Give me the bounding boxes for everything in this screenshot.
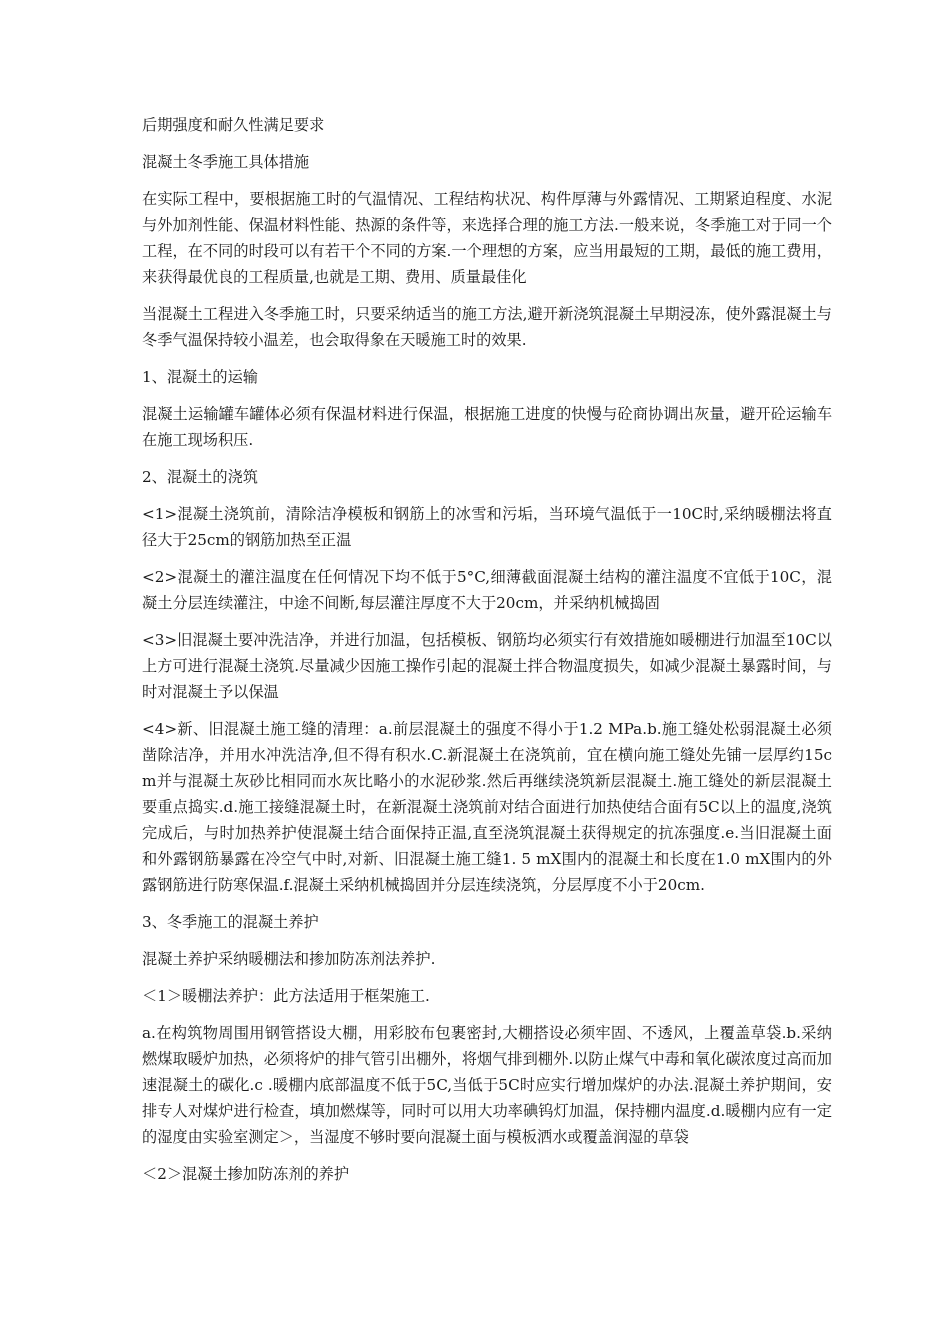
paragraph: <2>混凝土的灌注温度在任何情况下均不低于5°C,细薄截面混凝土结构的灌注温度不宜低于10C，混凝土分层连续灌注，中途不间断,每层灌注厚度不大于20cm，并采纳机械捣固: [142, 568, 832, 612]
paragraph: <3>旧混凝土要冲洗洁净，并进行加温，包括模板、钢筋均必须实行有效措施如暖棚进行加温至10C以上方可进行混凝土浇筑.尽量减少因施工操作引起的混凝土拌合物温度损失，如减少混凝土暴露时间，与时对混凝土予以保温: [142, 631, 832, 701]
subsection-heading: ＜1＞暖棚法养护：此方法适用于框架施工.: [142, 987, 430, 1005]
paragraph: 当混凝土工程进入冬季施工时，只要采纳适当的施工方法,避开新浇筑混凝土早期浸冻，使外露混凝土与冬季气温保持较小温差，也会取得象在天暖施工时的效果.: [142, 305, 832, 349]
paragraph: 混凝土养护采纳暖棚法和掺加防冻剂法养护.: [142, 950, 436, 968]
paragraph: 在实际工程中，要根据施工时的气温情况、工程结构状况、构件厚薄与外露情况、工期紧迫程度、水泥与外加剂性能、保温材料性能、热源的条件等，来选择合理的施工方法.一般来说，冬季施工对于同一个工程，在不同的时段可以有若干个不同的方案.一个理想的方案，应当用最短的工期，最低的施工费用，来获得最优良的工程质量,也就是工期、费用、质量最佳化: [142, 190, 832, 286]
subsection-heading: ＜2＞混凝土掺加防冻剂的养护: [142, 1165, 350, 1183]
paragraph: a.在构筑物周围用钢管搭设大棚，用彩胶布包裹密封,大棚搭设必须牢固、不透风，上覆盖草袋.b.采纳燃煤取暖炉加热，必须将炉的排气管引出棚外，将烟气排到棚外.以防止煤气中毒和氧化碳浓度过高而加速混凝土的碳化.c .暖棚内底部温度不低于5C,当低于5C时应实行增加煤炉的办法.混凝土养护期间，安排专人对煤炉进行检查，填加燃煤等，同时可以用大功率碘钨灯加温，保持棚内温度.d.暖棚内应有一定的湿度由实验室测定＞，当湿度不够时要向混凝土面与模板洒水或覆盖润湿的草袋: [142, 1024, 832, 1146]
paragraph: 后期强度和耐久性满足要求: [142, 116, 325, 134]
section-heading: 1、混凝土的运输: [142, 368, 258, 386]
paragraph: <4>新、旧混凝土施工缝的清理：a.前层混凝土的强度不得小于1.2 MPa.b.施工缝处松弱混凝土必须凿除洁净，并用水冲洗洁净,但不得有积水.C.新混凝土在浇筑前，宜在横向施工缝处先铺一层厚约15cm并与混凝土灰砂比相同而水灰比略小的水泥砂浆.然后再继续浇筑新层混凝土.施工缝处的新层混凝土要重点捣实.d.施工接缝混凝土时，在新混凝土浇筑前对结合面进行加热使结合面有5C以上的温度,浇筑完成后，与时加热养护使混凝土结合面保持正温,直至浇筑混凝土获得规定的抗冻强度.e.当旧混凝土面和外露钢筋暴露在冷空气中时,对新、旧混凝土施工缝1. 5 mX围内的混凝土和长度在1.0 mX围内的外露钢筋进行防寒保温.f.混凝土采纳机械捣固并分层连续浇筑，分层厚度不小于20cm.: [142, 720, 832, 894]
section-heading: 3、冬季施工的混凝土养护: [142, 913, 319, 931]
section-heading: 2、混凝土的浇筑: [142, 468, 258, 486]
paragraph: <1>混凝土浇筑前，清除洁净模板和钢筋上的冰雪和污垢，当环境气温低于一10C时,采纳暖棚法将直径大于25cm的钢筋加热至正温: [142, 505, 832, 549]
paragraph: 混凝土运输罐车罐体必须有保温材料进行保温，根据施工进度的快慢与砼商协调出灰量，避开砼运输车在施工现场积压.: [142, 405, 832, 449]
document-page: [142, 112, 832, 1198]
section-heading: 混凝土冬季施工具体措施: [142, 153, 310, 171]
